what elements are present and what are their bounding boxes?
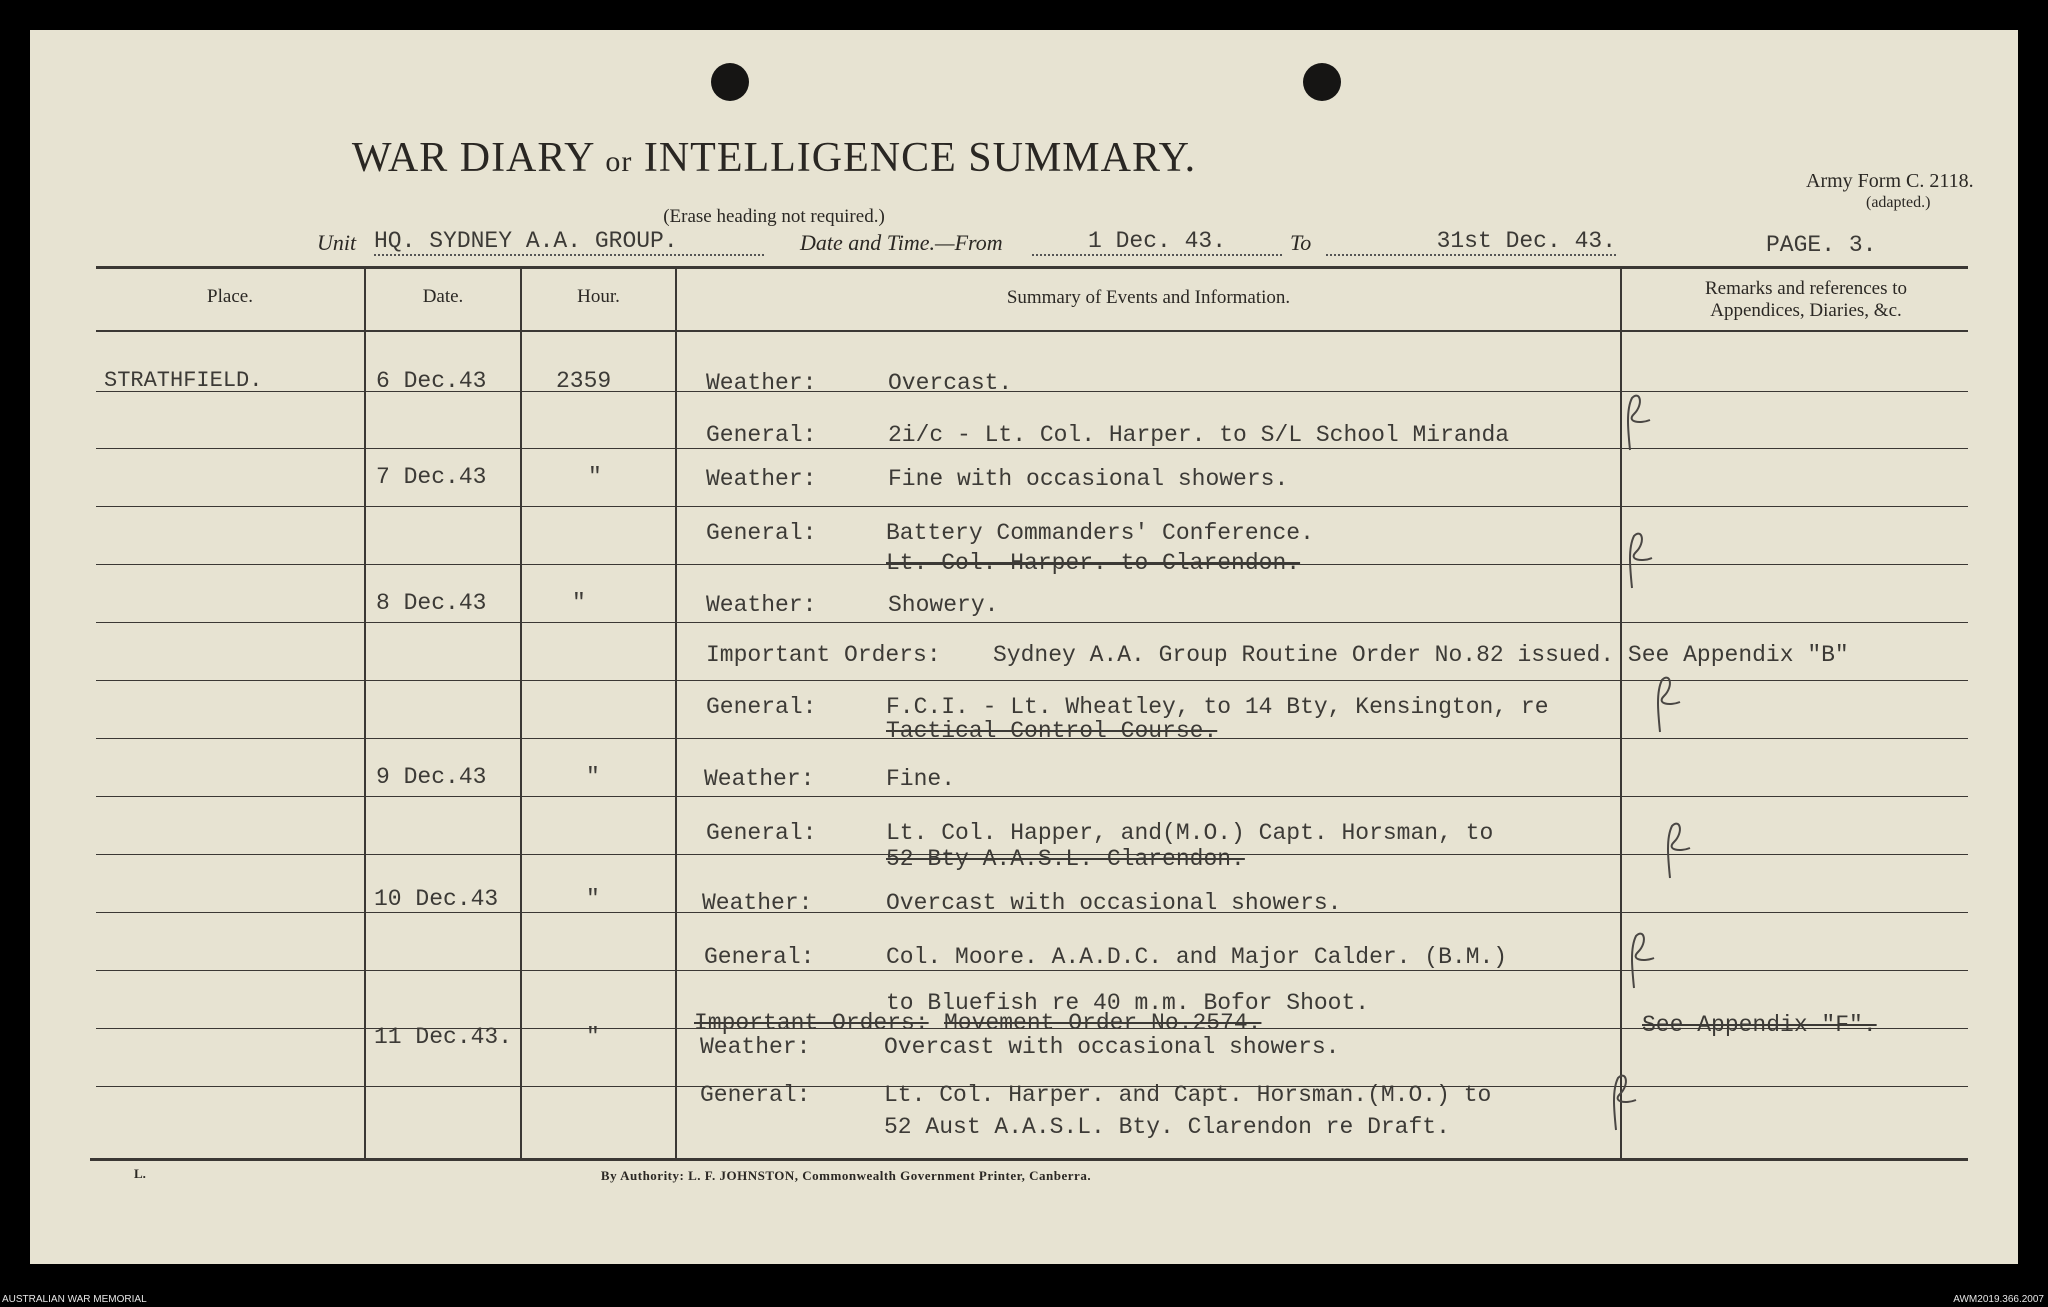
datetime-label: Date and Time.—From [800, 230, 1003, 255]
title-war-diary: WAR DIARY [351, 135, 594, 181]
row-rule [96, 506, 1968, 507]
unit-value: HQ. SYDNEY A.A. GROUP. [374, 228, 764, 256]
table-top-rule [96, 266, 1968, 269]
entry-label: Important Orders: [706, 642, 941, 668]
entry-label: Weather: [706, 466, 817, 492]
unit-label: Unit [317, 230, 357, 255]
entry-label: General: [704, 944, 815, 970]
col-divider-date [520, 266, 522, 1160]
col-divider-hour [675, 266, 677, 1160]
footer-authority: By Authority: L. F. JOHNSTON, Commonwealth Government Printer, Canberra. [600, 1168, 1092, 1183]
entry-text: Movement Order No.2574. [944, 1010, 1262, 1036]
entry-text: Showery. [888, 592, 999, 618]
to-value: 31st Dec. 43. [1326, 228, 1616, 256]
archive-accession-number: AWM2019.366.2007 [1953, 1294, 2044, 1305]
entry-text-continued: to Bluefish re 40 m.m. Bofor Shoot. [886, 990, 1370, 1016]
entry-text: Battery Commanders' Conference. [886, 520, 1314, 546]
entry-label: General: [706, 520, 817, 546]
handwritten-initial-mark [1650, 818, 1710, 888]
entry-label: General: [706, 694, 817, 720]
army-form-adapted: (adapted.) [1866, 194, 1931, 211]
form-title [30, 134, 1518, 182]
entry-text-continued: 52 Bty A.A.S.L. Clarendon. [886, 846, 1245, 872]
date-cell: 11 Dec.43. [374, 1024, 513, 1050]
table-bottom-rule [90, 1158, 1968, 1161]
entry-text: Sydney A.A. Group Routine Order No.82 issued. See Appendix "B" [993, 642, 1849, 668]
entry-text: Col. Moore. A.A.D.C. and Major Calder. (B.M.) [886, 944, 1508, 970]
entry-text: Lt. Col. Happer, and(M.O.) Capt. Horsman, to [886, 820, 1494, 846]
column-heading-date: Date. [422, 286, 464, 307]
to-label: To [1290, 230, 1312, 255]
title-or: or [605, 145, 633, 178]
entry-text-continued: Tactical Control Course. [886, 718, 1218, 744]
handwritten-initial-mark [1612, 528, 1672, 598]
entry-label: General: [700, 1082, 811, 1108]
archive-credit: AUSTRALIAN WAR MEMORIAL [2, 1294, 147, 1305]
handwritten-initial-mark [1596, 1070, 1656, 1140]
hour-cell: 2359 [556, 368, 612, 394]
handwritten-initial-mark [1610, 390, 1670, 460]
footer-mark: L. [134, 1166, 146, 1181]
entry-text: Lt. Col. Harper. and Capt. Horsman.(M.O.) to [884, 1082, 1492, 1108]
entry-label: Weather: [706, 592, 817, 618]
army-form-number: Army Form C. 2118. [1806, 170, 1974, 192]
hour-cell: " [586, 764, 600, 790]
entry-label: Weather: [702, 890, 813, 916]
entry-text-continued: 52 Aust A.A.S.L. Bty. Clarendon re Draft. [884, 1114, 1450, 1140]
hour-cell: " [588, 464, 602, 490]
entry-text: Fine. [886, 766, 956, 792]
entry-label: Weather: [704, 766, 815, 792]
date-cell: 8 Dec.43 [376, 590, 487, 616]
column-heading-remarks: Remarks and references to Appendices, Diaries, &c. [1704, 278, 1908, 321]
entry-label: General: [706, 422, 817, 448]
title-intelligence-summary: INTELLIGENCE SUMMARY. [643, 135, 1197, 181]
table-header-rule [96, 330, 1968, 332]
column-heading-place: Place. [207, 286, 253, 307]
entry-label: Weather: [706, 370, 817, 396]
entry-text: F.C.I. - Lt. Wheatley, to 14 Bty, Kensington, re [886, 694, 1549, 720]
handwritten-initial-mark [1640, 672, 1700, 742]
page-number: PAGE. 3. [1766, 232, 1877, 258]
entry-text: Overcast with occasional showers. [886, 890, 1342, 916]
row-rule [96, 622, 1968, 623]
date-cell: 10 Dec.43 [374, 886, 499, 912]
place-value: STRATHFIELD. [104, 368, 263, 393]
col-divider-place [364, 266, 366, 1160]
row-rule [96, 970, 1968, 971]
date-cell: 7 Dec.43 [376, 464, 487, 490]
entry-text: Fine with occasional showers. [888, 466, 1289, 492]
handwritten-initial-mark [1614, 928, 1674, 998]
entry-text-continued: Lt. Col. Harper. to Clarendon. [886, 550, 1301, 576]
entry-label: General: [706, 820, 817, 846]
entry-text: Overcast with occasional showers. [884, 1034, 1340, 1060]
entry-text: 2i/c - Lt. Col. Harper. to S/L School Miranda [888, 422, 1510, 448]
hour-cell: " [586, 886, 600, 912]
entry-label: Important Orders: [694, 1010, 929, 1036]
from-value: 1 Dec. 43. [1032, 228, 1282, 256]
entry-label: Weather: [700, 1034, 811, 1060]
hour-cell: " [572, 590, 586, 616]
remarks-appendix-f: See Appendix "F". [1642, 1012, 1877, 1038]
punch-hole-right [1303, 63, 1341, 101]
date-cell: 6 Dec.43 [376, 368, 487, 394]
entry-text: Overcast. [888, 370, 1013, 396]
form-subtitle: (Erase heading not required.) [663, 206, 885, 227]
date-cell: 9 Dec.43 [376, 764, 487, 790]
row-rule [96, 796, 1968, 797]
row-rule [96, 448, 1968, 449]
diary-sheet [30, 30, 2018, 1264]
hour-cell: " [586, 1024, 600, 1050]
column-heading-summary: Summary of Events and Information. [1006, 287, 1291, 308]
punch-hole-left [711, 63, 749, 101]
column-heading-hour: Hour. [577, 286, 620, 307]
